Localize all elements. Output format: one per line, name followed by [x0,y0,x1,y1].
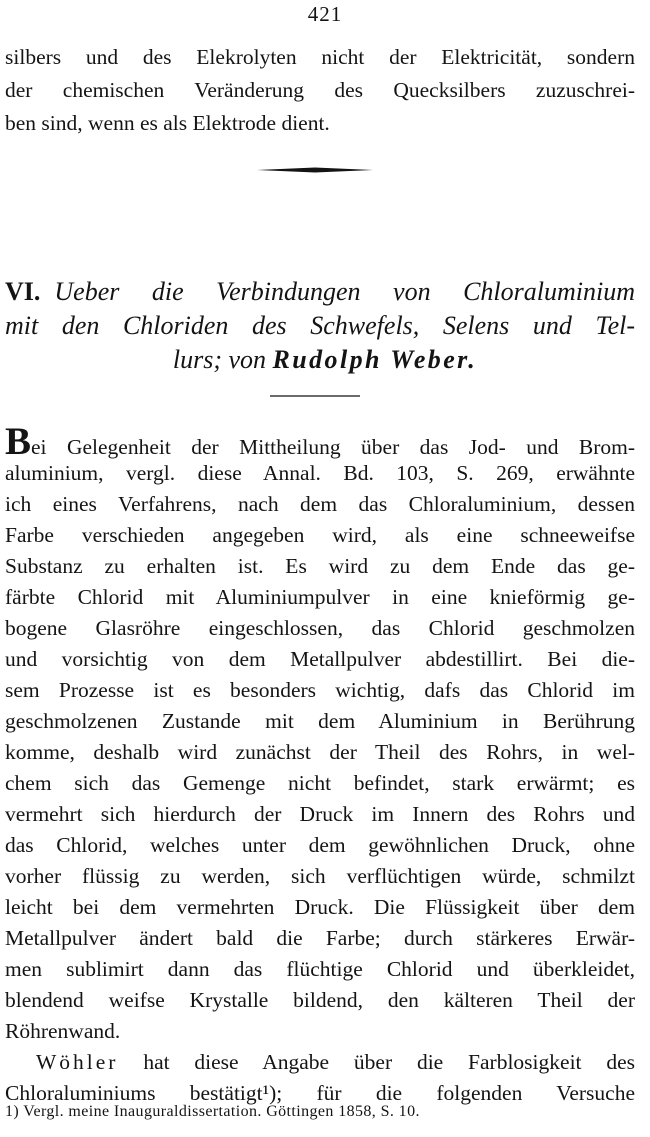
body-text: Chloraluminiums bestätigt [5,1081,263,1105]
article-number: VI. [5,277,41,306]
footnote-marker: 1) [5,1103,20,1120]
article-author: Rudolph Weber. [272,345,478,374]
title-text: Ueber die Verbindungen von Chloraluminium [54,277,635,306]
article-title-line-3 [0,342,650,378]
body-line: das Chlorid, welches unter dem gewöhnlichen Druck, ohne [5,833,635,857]
footnote [5,1103,420,1121]
body-line: Substanz zu erhalten ist. Es wird zu dem Ende das ge- [5,554,635,578]
person-name: Wöhler [36,1050,119,1074]
body-line: Farbe verschieden angegeben wird, als eine schneeweifse [5,523,635,547]
body-text: hat diese Angabe über die Farblosigkeit des [143,1050,636,1074]
top-paragraph-line: ben sind, wenn es als Elektrode dient. [5,111,330,135]
body-line: Röhrenwand. [5,1019,121,1043]
article-title-line-1 [5,274,635,310]
page-number: 421 [307,2,343,26]
footnote-text: Vergl. meine Inauguraldissertation. Göttingen 1858, S. 10. [23,1103,420,1120]
title-rule [270,394,360,398]
article-title-line: mit den Chloriden des Schwefels, Selens und Tel- [5,311,635,340]
body-line: vermehrt sich hierdurch der Druck im Innern des Rohrs und [5,802,635,826]
section-divider-ornament [255,163,375,177]
top-paragraph-line: silbers und des Elekrolyten nicht der Elektricität, sondern [5,45,635,69]
body-line: geschmolzenen Zustande mit dem Aluminium in Berührung [5,709,635,733]
body-line: sem Prozesse ist es besonders wichtig, dafs das Chlorid im [5,678,635,702]
body-line: leicht bei dem vermehrten Druck. Die Flüssigkeit über dem [5,895,635,919]
title-text: lurs; von [172,345,267,374]
top-paragraph-line: der chemischen Veränderung des Quecksilbers zuzuschrei- [5,78,635,102]
body-line: und vorsichtig von dem Metallpulver abdestillirt. Bei die- [5,647,635,671]
body-line: ich eines Verfahrens, nach dem das Chloraluminium, dessen [5,492,635,516]
body-line: färbte Chlorid mit Aluminiumpulver in eine knieförmig ge- [5,585,635,609]
body-line: Metallpulver ändert bald die Farbe; durch stärkeres Erwär- [5,926,635,950]
body-line: chem sich das Gemenge nicht befindet, stark erwärmt; es [5,771,635,795]
body-line: men sublimirt dann das flüchtige Chlorid und überkleidet, [5,957,635,981]
body-text: ei Gelegenheit der Mittheilung über das Jod- und Brom- [31,435,635,459]
body-line-para2 [36,1047,635,1077]
body-line-first [5,420,635,463]
body-line: aluminium, vergl. diese Annal. Bd. 103, S. 269, erwähnte [5,461,635,485]
body-line: bogene Glasröhre eingeschlossen, das Chlorid geschmolzen [5,616,635,640]
drop-cap: B [5,420,32,463]
footnote-reference: ¹) [262,1081,277,1105]
body-text: ; für die folgenden Versuche [276,1081,635,1105]
body-line: blendend weifse Krystalle bildend, den kälteren Theil der [5,988,635,1012]
body-line: vorher flüssig zu werden, sich verflüchtigen würde, schmilzt [5,864,635,888]
body-line: komme, deshalb wird zunächst der Theil des Rohrs, in wel- [5,740,635,764]
